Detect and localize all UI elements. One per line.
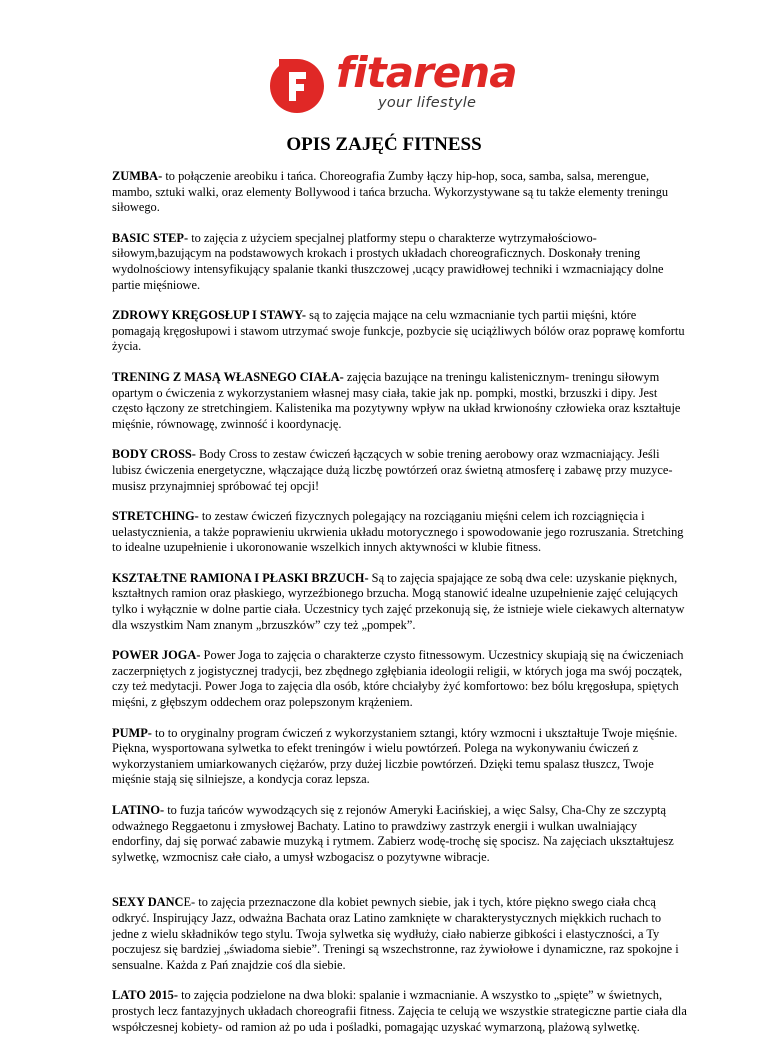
section-zdrowy-kregoslup (112, 308, 687, 355)
section-term: LATINO- (112, 803, 165, 817)
section-lato-2015 (112, 988, 687, 1035)
section-sexy-dance (112, 895, 687, 973)
section-power-joga (112, 648, 687, 710)
logo-tagline: your lifestyle (378, 95, 477, 111)
section-text: to fuzja tańców wywodzących się z rejonów Ameryki Łacińskiej, a więc Salsy, Cha-Chy ze szczyptą odważnego Reggaetonu i zmysłowej Bachaty. Latino to prawdziwy zastrzyk energii i wulkan uwalniający endorfiny, daj się porwać zabawie muzyką i rytmem. Zabierz wodę-trochę się spocisz. Na zajęciach ukształtujesz sylwetkę, wzmocnisz całe ciało, a umysł wzbogacisz o pozytywne wibracje. (112, 803, 674, 864)
section-zumba (112, 169, 687, 216)
section-text: to połączenie areobiku i tańca. Choreografia Zumby łączy hip-hop, soca, samba, salsa, merengue, mambo, sztuki walki, oraz elementy Bollywood i tańca brzucha. Wykorzystywane są tu także elementy treningu siłowego. (112, 169, 669, 215)
fitarena-f-logo-icon (268, 57, 326, 115)
section-term: ZUMBA- (112, 169, 163, 183)
section-term: BASIC STEP- (112, 230, 189, 245)
logo-word-fit: fit (336, 48, 386, 97)
section-text: to zajęcia z użyciem specjalnej platformy stepu o charakterze wytrzymałościowo-siłowym,bazującym na podstawowych krokach i prostych układach choreograficznych. Doskonały trening wydolnościowy intensyfikujący spalanie tkanki tłuszczowej ,ucący prawidłowej techniki i wzmacniający dolne partie mięśniowe. (112, 230, 664, 292)
class-descriptions (112, 169, 687, 1050)
section-term: TRENING Z MASĄ WŁASNEGO CIAŁA- (112, 369, 344, 384)
section-ksztaltne-ramiona (112, 571, 687, 633)
section-stretching (112, 509, 687, 556)
logo-wordmark (336, 47, 517, 99)
section-text: to zestaw ćwiczeń fizycznych polegający na rozciąganiu mięśni celem ich rozciągnięcia i uelastycznienia, a także poprawieniu ukrwienia układu motorycznego i spowodowanie jego rozruszania. Stretching to idealne uzupełnienie i ukoronowanie wszelkich innych aktywności w klubie fitness. (112, 509, 684, 555)
section-body-cross (112, 447, 687, 494)
section-term: PUMP- (112, 725, 152, 740)
section-term: KSZTAŁTNE RAMIONA I PŁASKI BRZUCH- (112, 570, 369, 585)
section-text: zajęcia bazujące na treningu kalistenicznym- treningu siłowym opartym o ćwiczenia z wykorzystaniem własnej masy ciała, takie jak np. pompki, mostki, brzuszki i dipy. Jest często łączony ze stretchingiem. Kalistenika ma pozytywny wpływ na układ krwionośny człowieka oraz kształtuje mięśnie, równowagę, zwinność i koordynację. (112, 369, 681, 431)
section-text: Body Cross to zestaw ćwiczeń łączących w sobie trening aerobowy oraz wzmacniający. Jeśli lubisz ćwiczenia energetyczne, włączające dużą liczbę powtórzeń oraz świetną atmosferę i zabawę przy muzyce- musisz przynajmniej spróbować tej opcji! (112, 447, 673, 493)
section-text: E- to zajęcia przeznaczone dla kobiet pewnych siebie, jak i tych, które piękno swego ciała chcą odkryć. Inspirujący Jazz, odważna Bachata oraz Latino zamknięte w charakterystycznych miękkich ruchach to jedne z wielu składników tego stylu. Twoja sylwetka się wydłuży, ciało nabierze gibkości i elastyczności, a Ty poczujesz się bardziej „świadoma siebie”. Treningi są wszechstronne, raz żywiołowe i dynamiczne, raz spokojne i sensualne. Każda z Pań znajdzie coś dla siebie. (112, 895, 679, 972)
section-pump (112, 726, 687, 788)
section-term: STRETCHING- (112, 509, 199, 524)
section-text: Power Joga to zajęcia o charakterze czysto fitnessowym. Uczestnicy skupiają się na ćwiczeniach zaczerpniętych z jogistycznej tradycji, bez zbędnego zgłębiania ideologii religii, w których joga ma swój początek, czy też medytacji. Power Joga to zajęcia dla osób, które chciałyby żyć komfortowo: bez bólu kręgosłupa, spiętych mięśni, z głębszym oddechem oraz polepszonym krążeniem. (112, 648, 684, 710)
fitarena-logo (268, 48, 517, 121)
section-term: LATO 2015- (112, 988, 178, 1003)
section-term: POWER JOGA- (112, 648, 201, 663)
section-basic-step (112, 231, 687, 293)
section-text: to to oryginalny program ćwiczeń z wykorzystaniem sztangi, który wzmocni i ukształtuje Twoje mięśnie. Piękna, wysportowana sylwetka to efekt treningów i wielu powtórzeń. Polega na wykonywaniu ćwiczeń z wykorzystaniem umiarkowanych ciężarów, przy dużej liczbie powtórzeń. Dzięki temu spalasz tłuszcz, Twoje mięśnie stają się silniejsze, a kondycja coraz lepsza. (112, 725, 678, 787)
section-term: SEXY DANC (112, 895, 184, 910)
section-text: są to zajęcia mające na celu wzmacnianie tych partii mięśni, które pomagają kręgosłupowi i stawom utrzymać swoje funkcje, pozbycie się uciążliwych bólów oraz poprawę komfortu życia. (112, 308, 685, 354)
page-title: OPIS ZAJĘĆ FITNESS (286, 134, 482, 155)
section-term: ZDROWY KRĘGOSŁUP I STAWY- (112, 308, 307, 323)
section-trening-z-masa (112, 370, 687, 432)
section-text: Są to zajęcia spajające ze sobą dwa cele: uzyskanie pięknych, kształtnych ramion oraz płaskiego, wyrzeźbionego brzucha. Mogą stanowić idealne uzupełnienie zajęć celujących tylko i wyłącznie w dolne partie ciała. Uczestnicy tych zajęć przekonują się, że istnieje wiele ciekawych alternatyw dla wszystkim Nam znanym „brzuszków” czy też „pompek”. (112, 570, 685, 632)
section-text: to zajęcia podzielone na dwa bloki: spalanie i wzmacnianie. A wszystko to „spięte” w świetnych, prostych lecz fantazyjnych układach choreografii fitness. Zajęcia te celują we wszystkie strategiczne partie ciała dla współczesnej kobiety- od ramion aż po uda i pośladki, pomagając uzyskać wymarzoną, plażową sylwetkę. (112, 988, 687, 1034)
section-latino (112, 803, 687, 865)
logo-word-arena: arena (385, 48, 517, 97)
section-term: BODY CROSS- (112, 447, 196, 462)
